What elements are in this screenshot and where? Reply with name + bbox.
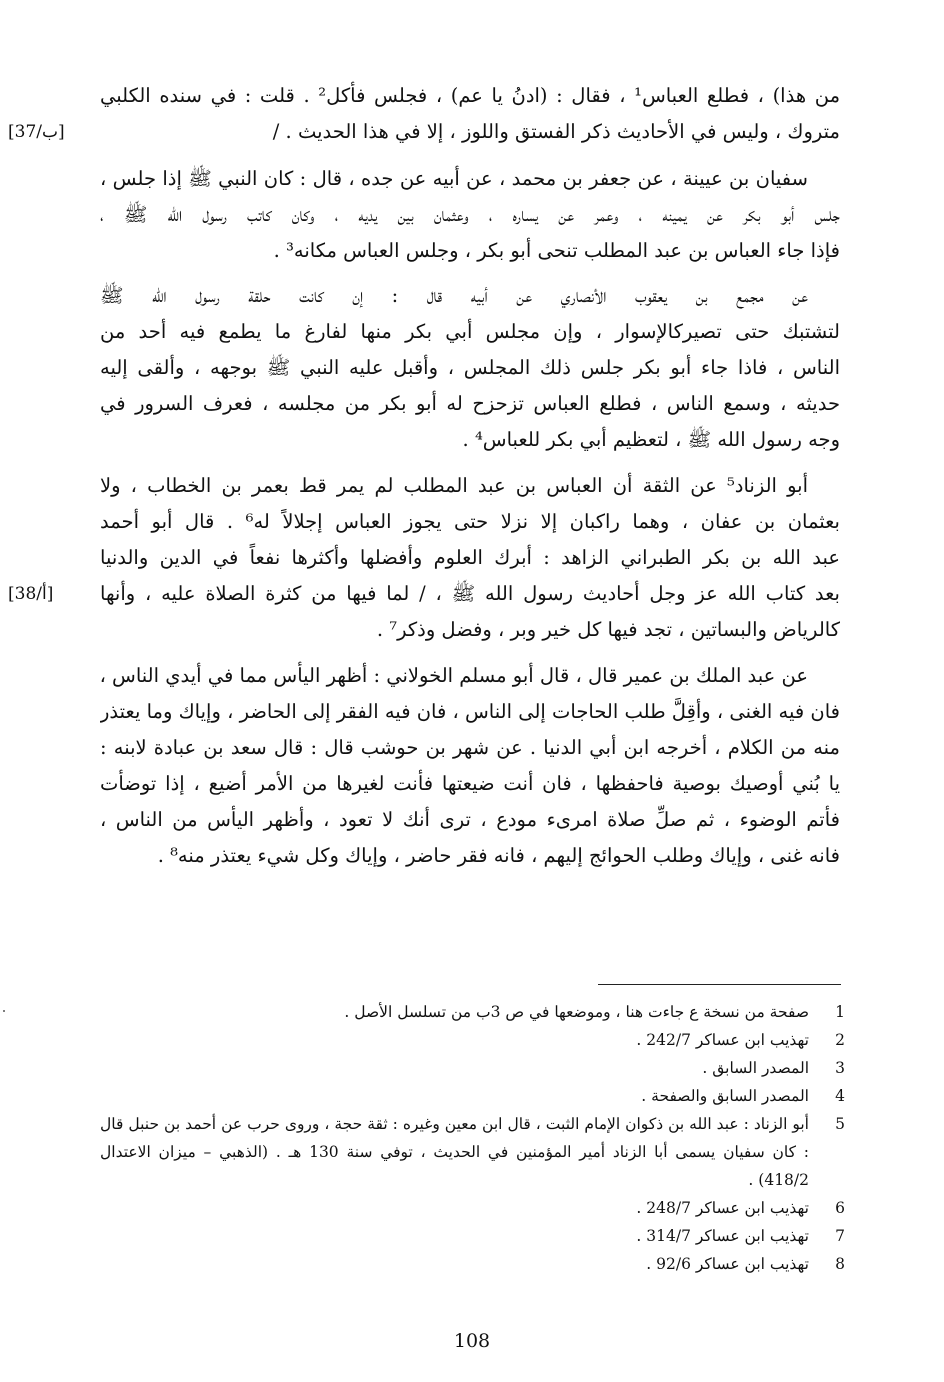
footnote-text: تهذيب ابن عساكر 314/7 .: [636, 1227, 809, 1245]
text-line: فان فيه الغنى ، وأقِلَّ طلب الحاجات إلى الناس ، فان فيه الفقر إلى الحاضر ، وإياك وما يعتذر: [100, 700, 840, 723]
footnote-separator: [598, 984, 841, 985]
text-line: حديثه ، وسمع الناس ، فطلع العباس تزحزح له أبو بكر من مجلسه ، فعرف السرور في: [100, 392, 840, 415]
text-line: بعد كتاب الله عز وجل أحاديث رسول الله ﷺ ، / لما فيها من كثرة الصلاة عليه ، وأنها: [100, 582, 840, 605]
footnote: [100, 1082, 845, 1110]
footnote: [100, 1250, 845, 1278]
footnote: [100, 1222, 845, 1250]
footnote-text: المصدر السابق .: [702, 1059, 809, 1077]
footnote-number: 8: [835, 1255, 845, 1273]
footnote: [100, 998, 845, 1026]
text-line: سفيان بن عيينة ، عن جعفر بن محمد ، عن أبيه عن جده ، قال : كان النبي ﷺ إذا جلس ،: [100, 167, 808, 190]
footnote-number: 7: [835, 1227, 845, 1245]
text-line: جلس أبو بكر عن يمينه ، وعمر عن يساره ، وعثمان بين يديه ، وكان كاتب رسول الله ﷺ ،: [100, 203, 840, 226]
text-line: عن مجمع بن يعقوب الأنصاري عن أبيه قال : إن كانت حلقة رسول الله ﷺ: [100, 284, 808, 307]
text-line: وجه رسول الله ﷺ ، لتعظيم أبي بكر للعباس⁴ .: [462, 428, 840, 451]
text-line: فإذا جاء العباس بن عبد المطلب تنحى أبو بكر ، وجلس العباس مكانه³ .: [273, 239, 840, 262]
text-line: متروك ، وليس في الأحاديث ذكر الفستق واللوز ، إلا في هذا الحديث . /: [272, 120, 840, 143]
text-line: فأتم الوضوء ، ثم صلِّ صلاة امرىء مودع ، ترى أنك لا تعود ، وأظهر اليأس من الناس ،: [100, 808, 840, 831]
footnote-text: تهذيب ابن عساكر 248/7 .: [636, 1199, 809, 1217]
footnote-number: 3: [835, 1059, 845, 1077]
footnote-text: المصدر السابق والصفحة .: [641, 1087, 809, 1105]
footnote-number: 1: [835, 1003, 845, 1021]
margin-folio-note: [37/ب]: [8, 122, 65, 142]
footnote-text: تهذيب ابن عساكر 242/7 .: [636, 1031, 809, 1049]
footnote: [100, 1026, 845, 1054]
footnote-text: أبو الزناد : عبد الله بن ذكوان الإمام الثبت ، قال ابن معين وغيره : ثقة حجة ، وروى حرب عن أحمد بن حنبل قال : كان سفيان يسمى أبا الزناد أمير المؤمنين في الحديث ، توفي سنة 130 هـ . (الذهبي – ميزان الاعتدال 418/2) .: [100, 1115, 809, 1189]
text-line: الناس ، فاذا جاء أبو بكر جلس ذلك المجلس ، وأقبل عليه النبي ﷺ بوجهه ، وألقى إليه: [100, 356, 840, 379]
text-line: بعثمان بن عفان ، وهما راكبان إلا نزلا حتى يجوز العباس إجلالاً له⁶ . قال أبو أحمد: [100, 510, 840, 533]
text-line: عبد الله بن بكر الطبراني الزاهد : أبرك العلوم وأفضلها وأكثرها نفعاً في الدين والدنيا: [100, 546, 840, 569]
text-line: كالرياض والبساتين ، تجد فيها كل خير وبر ، وفضل وذكر⁷ .: [376, 618, 840, 641]
footnote: [100, 1110, 845, 1194]
footnote: [100, 1194, 845, 1222]
text-line: أبو الزناد⁵ عن الثقة أن العباس بن عبد المطلب لم يمر قط بعمر بن الخطاب ، ولا: [100, 474, 808, 497]
footnote-text: صفحة من نسخة ع جاءت هنا ، وموضعها في ص 3ب من تسلسل الأصل .: [344, 1003, 809, 1021]
text-line: يا بُني أوصيك بوصية فاحفظها ، فان أنت ضيعتها فأنت لغيرها من الأمر أضيع ، إذا توضأت: [100, 772, 840, 795]
text-line: عن عبد الملك بن عمير قال ، قال أبو مسلم الخولاني : أظهر اليأس مما في أيدي الناس ،: [100, 664, 808, 687]
footnote: [100, 1054, 845, 1082]
footnote-number: 2: [835, 1031, 845, 1049]
scan-speck: [3, 1010, 5, 1012]
text-line: من هذا) ، فطلع العباس¹ ، فقال : (ادنُ يا عم) ، فجلس فأكل² . قلت : في سنده الكلبي: [100, 84, 840, 107]
footnote-number: 6: [835, 1199, 845, 1217]
footnote-number: 4: [835, 1087, 845, 1105]
page-number: 108: [453, 1330, 491, 1352]
text-line: فانه غنى ، وإياك وطلب الحوائج إليهم ، فانه فقر حاضر ، وإياك وكل شيء يعتذر منه⁸ .: [157, 844, 840, 867]
footnote-number: 5: [835, 1115, 845, 1133]
margin-folio-note: [38/أ]: [8, 584, 54, 604]
text-line: منه من الكلام ، أخرجه ابن أبي الدنيا . عن شهر بن حوشب قال : قال سعد بن عبادة لابنه :: [100, 736, 840, 759]
footnote-text: تهذيب ابن عساكر 92/6 .: [646, 1255, 809, 1273]
text-line: لتشتبك حتى تصيركالإسوار ، وإن مجلس أبي بكر منها لفارغ ما يطمع فيه أحد من: [100, 320, 840, 343]
footnotes: [100, 998, 845, 1278]
